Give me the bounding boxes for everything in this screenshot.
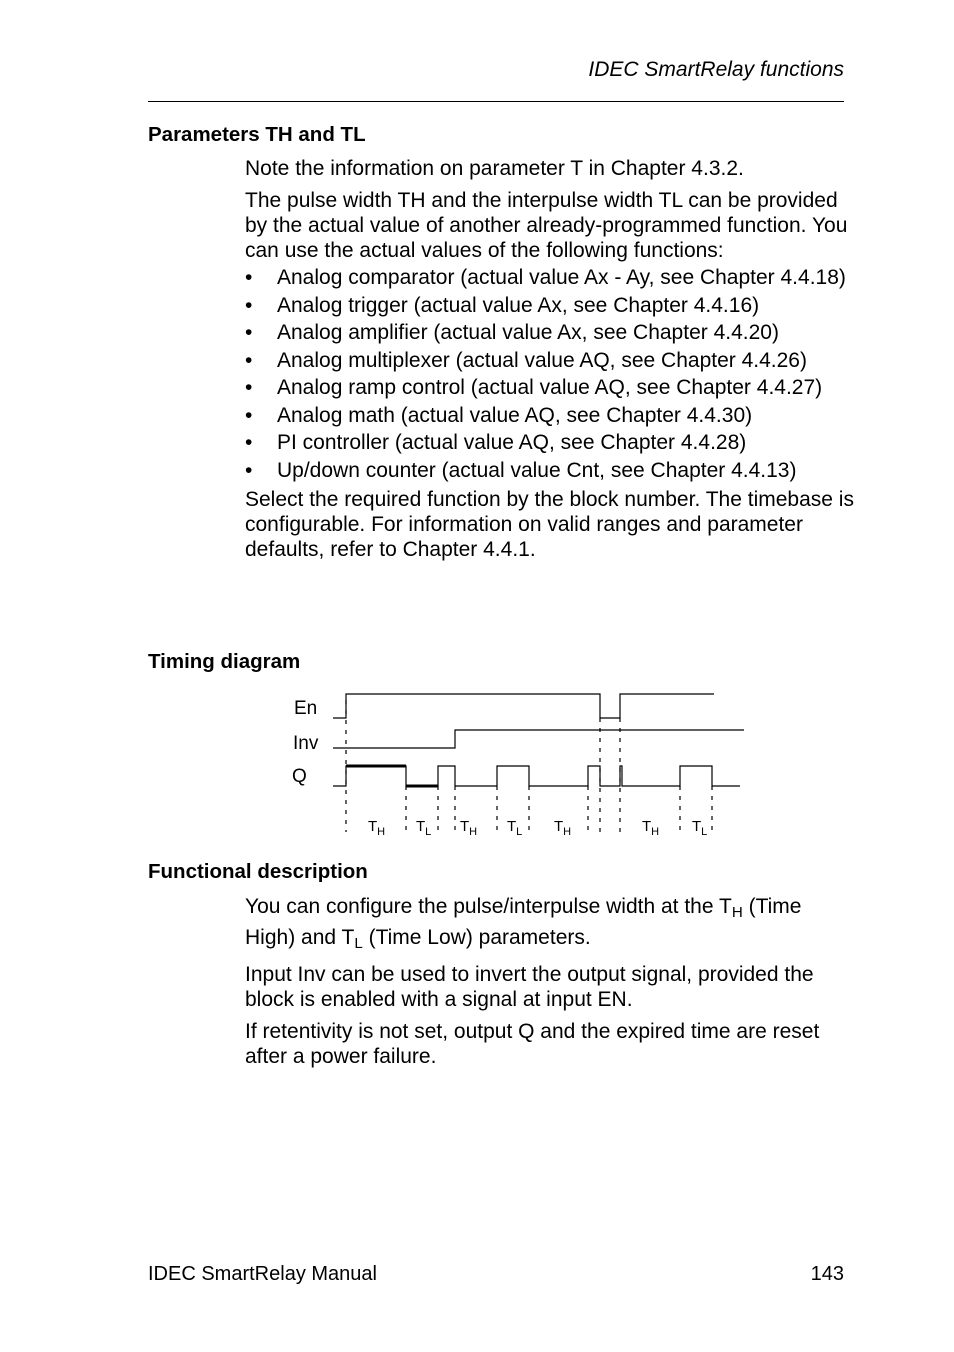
interval-label-th: $T_H$	[368, 818, 386, 838]
list-item: • Analog trigger (actual value Ax, see Chapter 4.4.16)	[245, 293, 760, 317]
list-item: • Analog math (actual value AQ, see Chapter 4.4.30)	[245, 403, 753, 427]
section-heading-parameters: Parameters TH and TL	[148, 123, 366, 146]
list-item: • PI controller (actual value AQ, see Chapter 4.4.28)	[245, 431, 747, 454]
interval-label-tl: $T_L$	[692, 818, 708, 838]
list-item: • Analog multiplexer (actual value AQ, see Chapter 4.4.26)	[245, 348, 807, 372]
signal-label-en: En	[294, 698, 318, 719]
page-number: 143	[810, 1263, 844, 1285]
section-heading-functional: Functional description	[148, 860, 368, 883]
list-item: • Analog comparator (actual value Ax - Ay, see Chapter 4.4.18)	[245, 266, 846, 289]
functional-paragraph-2: Input Inv can be used to invert the output signal, provided the block is enabled with a signal at input EN.	[245, 963, 814, 1011]
functional-body	[245, 892, 855, 1069]
interval-label-th: $T_H$	[460, 818, 478, 838]
signal-label-q: Q	[292, 766, 307, 787]
inv-signal-trace	[333, 730, 744, 748]
select-function-text: Select the required function by the block number. The timebase is configurable. For information on valid ranges and parameter defaults, refer to Chapter 4.4.1.	[245, 487, 854, 561]
functional-paragraph-3: If retentivity is not set, output Q and the expired time are reset after a power failure.	[245, 1020, 820, 1068]
list-item: • Up/down counter (actual value Cnt, see Chapter 4.4.13)	[245, 458, 797, 482]
signal-label-inv: Inv	[293, 733, 319, 754]
parameter-note: Note the information on parameter T in Chapter 4.3.2.	[245, 157, 744, 180]
section-heading-timing: Timing diagram	[148, 650, 301, 673]
footer-manual-title: IDEC SmartRelay Manual	[148, 1263, 377, 1285]
functional-paragraph-1: You can configure the pulse/interpulse width at the $T_H$ (Time High) and $T_L$ (Time Low) parameters.	[245, 895, 802, 953]
interval-label-th: $T_H$	[642, 818, 660, 838]
parameter-intro: The pulse width TH and the interpulse width TL can be provided by the actual value of another already-programmed function. You can use the actual values of the following functions:	[245, 189, 848, 262]
interval-label-tl: $T_L$	[416, 818, 432, 838]
running-header: IDEC SmartRelay functions	[588, 58, 844, 81]
en-signal-trace	[333, 694, 714, 718]
list-item: • Analog ramp control (actual value AQ, see Chapter 4.4.27)	[245, 376, 823, 399]
list-item: • Analog amplifier (actual value Ax, see Chapter 4.4.20)	[245, 321, 779, 344]
interval-label-tl: $T_L$	[507, 818, 523, 838]
q-signal-trace	[333, 766, 740, 786]
interval-label-th: $T_H$	[554, 818, 572, 838]
